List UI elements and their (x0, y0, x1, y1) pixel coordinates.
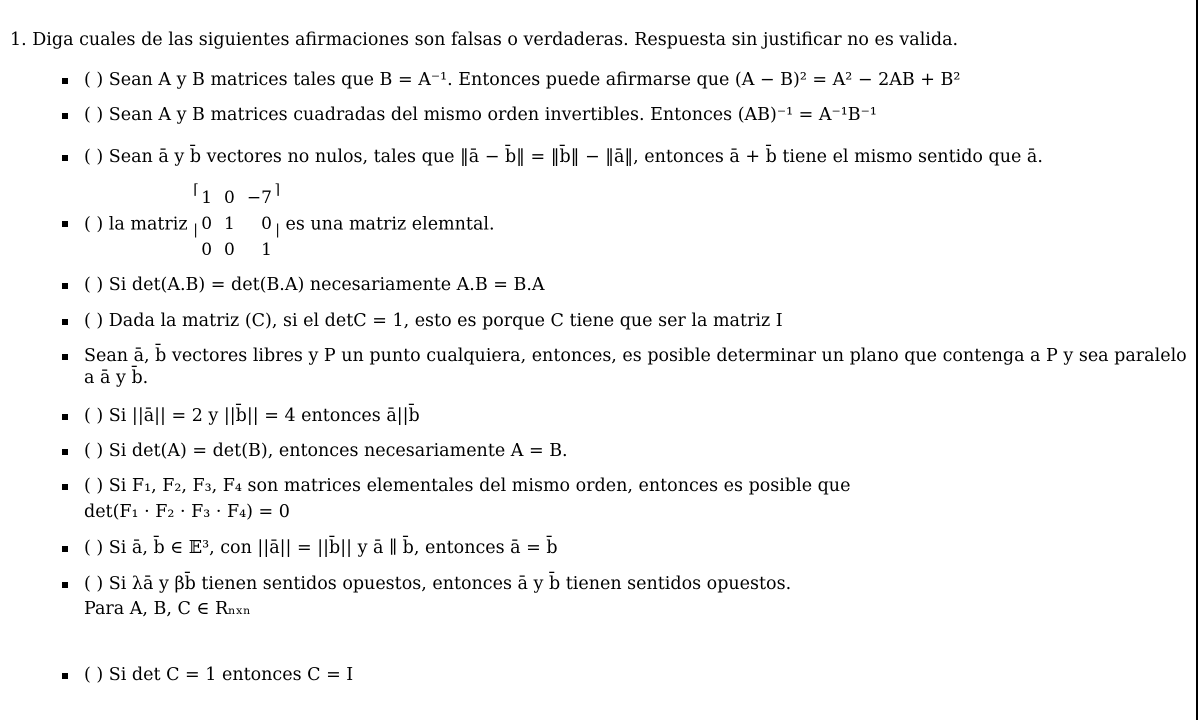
right-bracket-top-icon: ⌉ (274, 182, 280, 198)
matrix-cell: 0 (224, 188, 235, 209)
statement-text: ( ) Si det(A) = det(B), entonces necesariamente A = B. (84, 441, 568, 461)
left-bracket-top-icon: ⌈ (193, 182, 199, 198)
matrix-statement (84, 182, 1187, 264)
matrix-cell: −7 (246, 188, 272, 209)
matrix-cell: 0 (201, 240, 213, 261)
statement-text: es una matriz elemntal. (285, 214, 495, 235)
bullet-icon (62, 283, 68, 289)
question-title: 1. Diga cuales de las siguientes afirmaciones son falsas o verdaderas. Respuesta sin justificar no es valida. (10, 30, 959, 50)
matrix-cell: 0 (201, 214, 213, 235)
statement-text: ( ) Sean A y B matrices tales que B = A⁻¹. Entonces puede afirmarse que (A − B)² = A² − 2AB + B² (84, 70, 961, 90)
bullet-icon (62, 78, 68, 84)
statement-text-continued: det(F₁ · F₂ · F₃ · F₄) = 0 (84, 502, 290, 522)
statement-text: ( ) Si λā y βb̄ tienen sentidos opuestos, entonces ā y b̄ tienen sentidos opuestos. (84, 574, 792, 594)
statement-text: ( ) Dada la matriz (C), si el detC = 1, esto es porque C tiene que ser la matriz I (84, 311, 783, 331)
right-bracket-bottom-icon: | (275, 222, 280, 238)
statement-text: ( ) Si F₁, F₂, F₃, F₄ son matrices elementales del mismo orden, entonces es posible que (84, 476, 851, 496)
matrix-cell: 1 (261, 240, 272, 261)
bullet-icon (62, 319, 68, 325)
bullet-icon (62, 449, 68, 455)
statement-text: ( ) Si ||ā|| = 2 y ||b̄|| = 4 entonces ā||b̄ (84, 406, 420, 426)
statement-text: ( ) Si det(A.B) = det(B.A) necesariamente A.B = B.A (84, 275, 545, 295)
bullet-icon (62, 582, 68, 588)
bullet-icon (62, 155, 68, 161)
bullet-icon (62, 113, 68, 119)
statement-text: ( ) Si ā, b̄ ∈ 𝔼³, con ||ā|| = ||b̄|| y ā ∥ b̄, entonces ā = b̄ (84, 538, 558, 558)
matrix-cell: 0 (261, 214, 272, 235)
matrix-table (195, 186, 278, 264)
bullet-icon (62, 484, 68, 490)
matrix (193, 182, 280, 264)
statement-text: Sean ā, b̄ vectores libres y P un punto cualquiera, entonces, es posible determinar un plano que contenga a P y sea paralelo a ā y b̄. (84, 346, 1187, 388)
left-bracket-bottom-icon: | (193, 222, 198, 238)
bullet-icon (62, 414, 68, 420)
bullet-icon (62, 221, 68, 227)
statement-text: ( ) Si det C = 1 entonces C = I (84, 665, 354, 685)
bullet-icon (62, 354, 68, 360)
bullet-icon (62, 673, 68, 679)
statement-text: ( ) la matriz (84, 214, 188, 235)
matrix-cell: 1 (201, 188, 213, 209)
matrix-cell: 1 (224, 214, 235, 235)
statement-text: ( ) Sean ā y b̄ vectores no nulos, tales que ‖ā − b̄‖ = ‖b̄‖ − ‖ā‖, entonces ā + b̄ tiene el mismo sentido que ā. (84, 147, 1043, 167)
bullet-icon (62, 546, 68, 552)
matrix-cell: 0 (224, 240, 235, 261)
statement-text-continued: Para A, B, C ∈ Rₙₓₙ (84, 599, 251, 619)
statement-text: ( ) Sean A y B matrices cuadradas del mismo orden invertibles. Entonces (AB)⁻¹ = A⁻¹B⁻¹ (84, 105, 877, 125)
